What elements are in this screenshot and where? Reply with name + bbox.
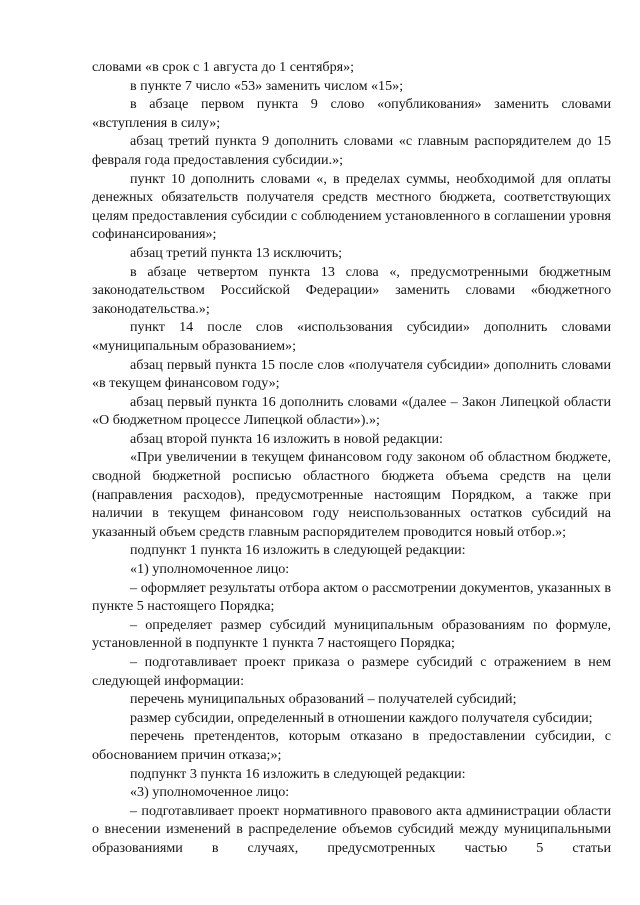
paragraph-5: пункт 10 дополнить словами «, в пределах суммы, необходимой для оплаты денежных обязательств получателя средств местного бюджета, соответствующих целям предоставления субсидии с соблюдением установленного в соглашении уровня софинансирования»;	[92, 170, 611, 243]
paragraph-2: в пункте 7 число «53» заменить числом «15»;	[130, 77, 404, 94]
document-page	[92, 58, 611, 858]
paragraph-21: подпункт 3 пункта 16 изложить в следующей редакции:	[130, 765, 466, 782]
paragraph-19: размер субсидии, определенный в отношении каждого получателя субсидии;	[130, 709, 593, 726]
paragraph-14: «1) уполномоченное лицо:	[130, 561, 290, 578]
paragraph-20: перечень претендентов, которым отказано в предоставлении субсидии, с обоснованием причин отказа;»;	[92, 728, 611, 763]
paragraph-18: перечень муниципальных образований – получателей субсидий;	[130, 691, 517, 708]
paragraph-16: – определяет размер субсидий муниципальным образованиям по формуле, установленной в подпункте 1 пункта 7 настоящего Порядка;	[92, 616, 611, 652]
paragraph-4: абзац третий пункта 9 дополнить словами «с главным распорядителем до 15 февраля года предоставления субсидии.»;	[92, 133, 611, 168]
paragraph-22: «3) уполномоченное лицо:	[130, 784, 290, 801]
paragraph-10: абзац первый пункта 16 дополнить словами «(далее – Закон Липецкой области «О бюджетном процессе Липецкой области»).»;	[92, 393, 611, 429]
paragraph-15: – оформляет результаты отбора актом о рассмотрении документов, указанных в пункте 5 настоящего Порядка;	[92, 579, 611, 615]
paragraph-13: подпункт 1 пункта 16 изложить в следующей редакции:	[130, 542, 466, 559]
paragraph-1: словами «в срок с 1 августа до 1 сентября»;	[92, 59, 355, 75]
paragraph-12: «При увеличении в текущем финансовом году законом об областном бюджете, сводной бюджетной росписью областного бюджета объема средств на цели (направления расходов), предусмотренные настоящим Порядком, а также при наличии в текущем финансовом году неиспользованных остатков субсидий на указанный объем средств главным распорядителем проводится новый отбор.»;	[92, 449, 611, 540]
paragraph-9: абзац первый пункта 15 после слов «получателя субсидии» дополнить словами «в текущем финансовом году»;	[92, 356, 611, 392]
paragraph-23: – подготавливает проект нормативного правового акта администрации области о внесении изменений в распределение объемов субсидий между муниципальными образованиями в случаях, предусмотренных частью 5 статьи	[92, 802, 611, 856]
paragraph-8: пункт 14 после слов «использования субсидии» дополнить словами «муниципальным образованием»;	[92, 319, 611, 354]
paragraph-17: – подготавливает проект приказа о размере субсидий с отражением в нем следующей информации:	[92, 654, 611, 689]
paragraph-11: абзац второй пункта 16 изложить в новой редакции:	[130, 430, 443, 447]
paragraph-6: абзац третий пункта 13 исключить;	[130, 244, 343, 261]
paragraph-3: в абзаце первом пункта 9 слово «опубликования» заменить словами «вступления в силу»;	[92, 96, 611, 131]
paragraph-7: в абзаце четвертом пункта 13 слова «, предусмотренными бюджетным законодательством Российской Федерации» заменить словами «бюджетного законодательства.»;	[92, 263, 611, 317]
